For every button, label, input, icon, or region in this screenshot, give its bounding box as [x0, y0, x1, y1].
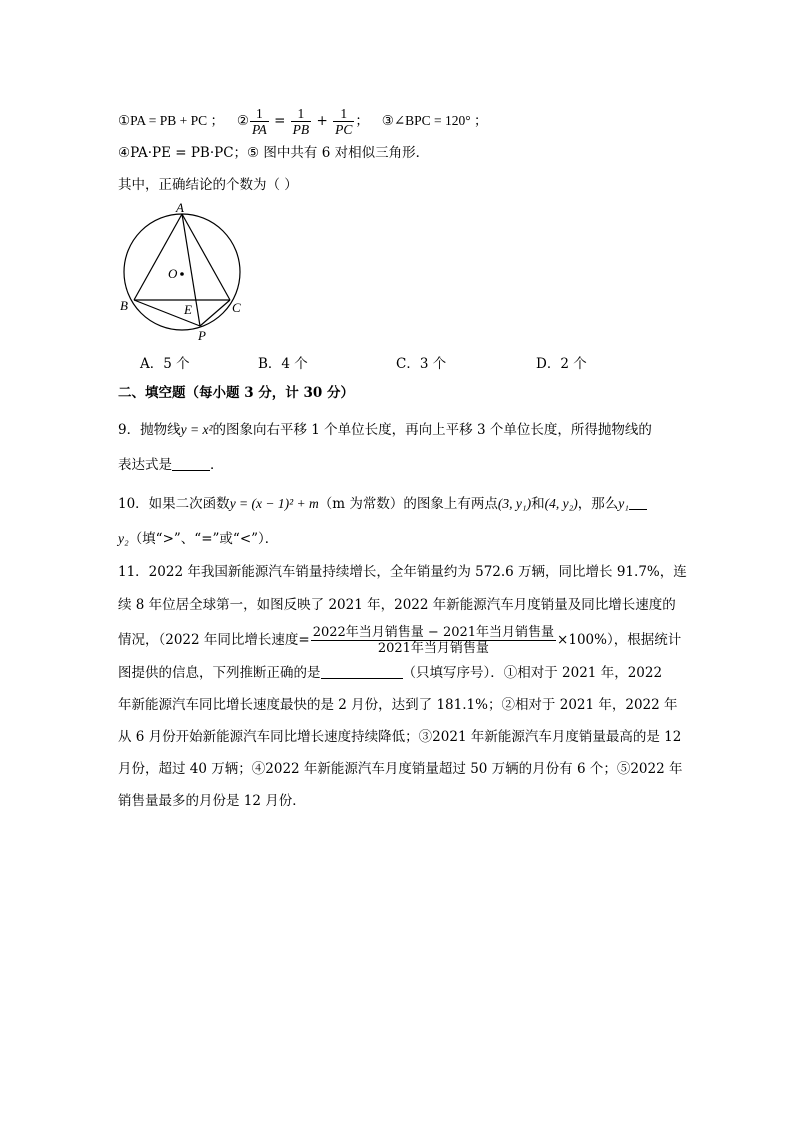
q11-fraction-numerator: 2022年当月销售量 − 2021年当月销售量: [312, 625, 555, 640]
q9-prefix: 9．抛物线: [118, 422, 181, 438]
q9-line1: [118, 420, 652, 440]
q11-line5: 年新能源汽车同比增长速度最快的是 2 月份，达到了 181.1%；②相对于 2021 年，2022 年: [118, 697, 678, 713]
label-o: O: [168, 266, 178, 281]
q11-line3-suffix: ×100%），根据统计: [557, 632, 682, 648]
q9-line2-prefix: 表达式是: [118, 457, 172, 473]
q11-fraction-denominator: 2021年当月销售量: [377, 641, 489, 656]
q11-line4-prefix: 图提供的信息，下列推断正确的是: [118, 665, 321, 681]
q9-formula: y = x²: [180, 422, 213, 437]
segment-ab: [134, 214, 182, 300]
q8-fraction-1: $\frac{1}{PA}$: [252, 106, 267, 137]
q8-statement-2-suffix: ；: [355, 113, 369, 129]
section-2-heading: 二、填空题（每小题 3 分，计 30 分）: [118, 385, 354, 401]
q11-line4: [118, 663, 662, 683]
q11-line3-prefix: 情况，（2022 年同比增长速度=: [118, 632, 310, 648]
option-a: A．5 个: [140, 356, 190, 372]
q10-point-2: (4, y₂): [544, 496, 578, 511]
q8-statement-1: ①PA = PB + PC ；: [118, 113, 225, 128]
q8-fraction-3: $\frac{1}{PC}$: [335, 106, 353, 137]
q11-line3: [118, 621, 681, 659]
q8-prompt: 其中，正确结论的个数为（ ）: [118, 177, 298, 193]
q10-point-1: (3, y₁): [497, 496, 532, 511]
q10-prefix: 10．如果二次函数: [118, 496, 230, 512]
circle-o: [124, 214, 240, 330]
q11-line2: 续 8 年位居全球第一，如图反映了 2021 年，2022 年新能源汽车月度销量及同比增长速度的: [118, 597, 676, 613]
label-c: C: [232, 300, 241, 315]
option-c: C．3 个: [396, 356, 447, 372]
q8-fraction-2: $\frac{1}{PB}$: [292, 106, 310, 137]
q10-suffix: ，那么: [577, 496, 619, 512]
q8-statement-3: ③∠BPC = 120° ；: [381, 113, 488, 128]
option-b: B．4 个: [258, 356, 308, 372]
label-p: P: [198, 328, 206, 343]
q9-line2: [118, 455, 224, 475]
q8-equals: =: [274, 113, 286, 129]
q9-suffix: 的图象向右平移 1 个单位长度，再向上平移 3 个单位长度，所得抛物线的: [212, 422, 652, 438]
label-b: B: [120, 298, 128, 313]
q10-and: 和: [531, 496, 545, 512]
q8-statement-2-prefix: ②: [236, 113, 249, 129]
q11-line1: 11．2022 年我国新能源汽车销量持续增长，全年销量约为 572.6 万辆，同比增长 91.7%，连: [118, 564, 687, 580]
q11-line6: 从 6 月份开始新能源汽车同比增长速度持续降低；③2021 年新能源汽车月度销量最高的是 12: [118, 729, 682, 745]
q11-growth-fraction: [311, 625, 556, 656]
segment-cp: [200, 300, 230, 326]
q11-line7: 月份，超过 40 万辆；④2022 年新能源汽车月度销量超过 50 万辆的月份有 6 个；⑤2022 年: [118, 761, 683, 777]
label-e: E: [184, 302, 192, 317]
q8-plus: +: [316, 113, 328, 129]
q10-y2: y₂: [118, 531, 129, 546]
center-dot: [180, 272, 184, 276]
q10-mid: （m 为常数）的图象上有两点: [318, 496, 498, 512]
q11-line4-suffix: （只填写序号）．①相对于 2021 年，2022: [402, 665, 663, 681]
q9-answer-blank[interactable]: [172, 456, 210, 471]
q10-line1: [118, 494, 647, 514]
q11-answer-blank[interactable]: [321, 664, 403, 679]
q11-line8: 销售量最多的月份是 12 月份．: [118, 793, 306, 809]
label-a: A: [176, 200, 184, 215]
q10-line2: [118, 529, 278, 549]
q10-y1: y₁: [618, 496, 629, 511]
q10-line2-rest: （填“>”、“=”或“<”）．: [128, 531, 279, 547]
q10-formula: y = (x − 1)² + m: [229, 496, 319, 511]
q9-line2-suffix: ．: [210, 457, 224, 473]
q10-answer-blank[interactable]: [629, 495, 647, 510]
q8-geometry-figure: [112, 200, 252, 345]
q8-statements-line1: [118, 106, 488, 137]
q8-statements-line2: ④PA·PE = PB·PC；⑤ 图中共有 6 对相似三角形．: [118, 145, 430, 161]
option-d: D．2 个: [536, 356, 587, 372]
